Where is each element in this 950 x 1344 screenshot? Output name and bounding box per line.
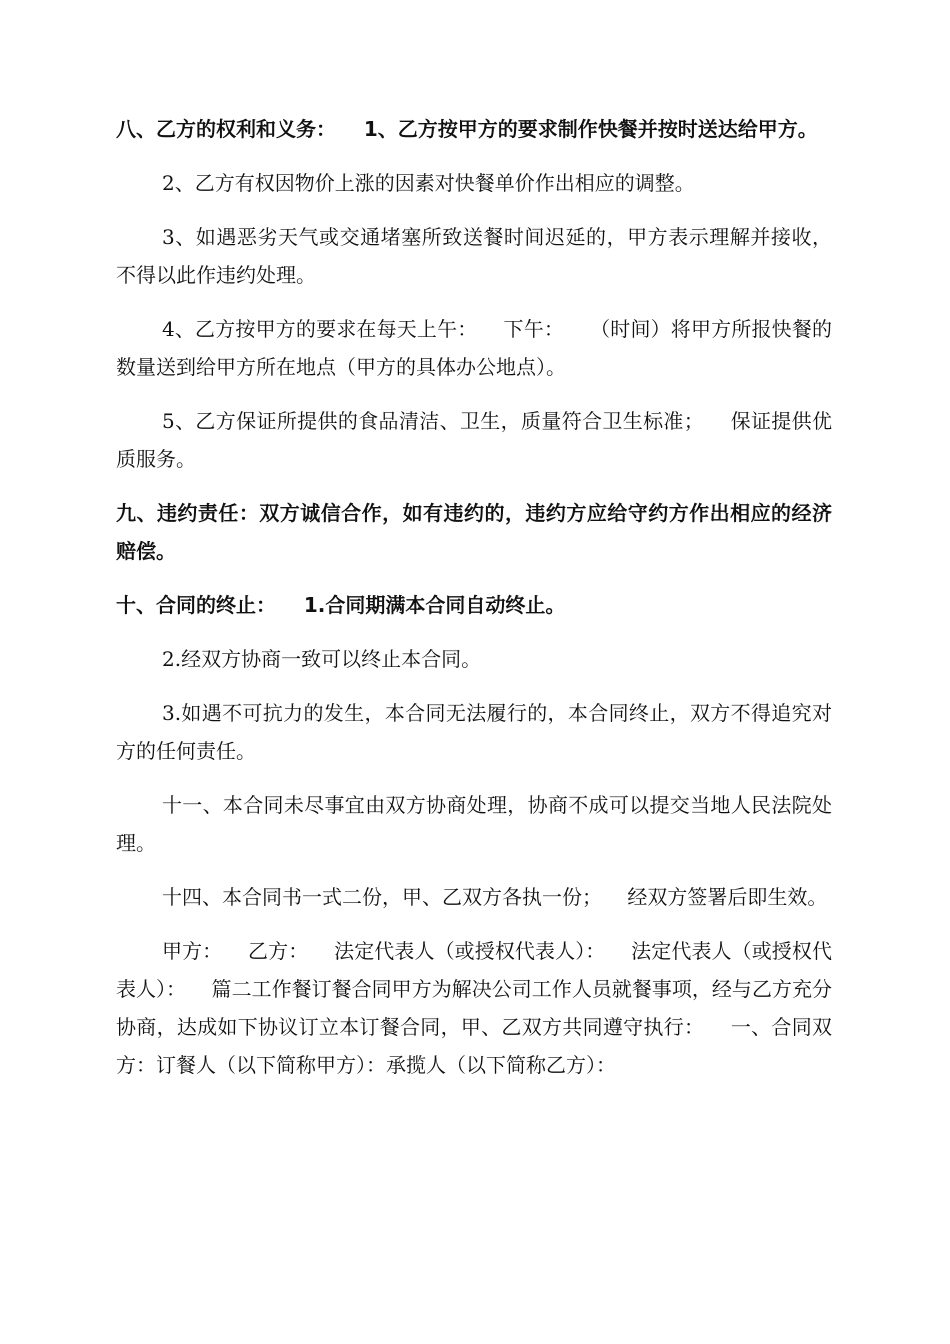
section-10-heading: 十、合同的终止： 1.合同期满本合同自动终止。: [116, 593, 566, 617]
section-9-heading: 九、违约责任：双方诚信合作，如有违约的，违约方应给守约方作出相应的经济赔偿。: [116, 501, 832, 563]
signature-and-part-two-paragraph: 甲方： 乙方： 法定代表人（或授权代表人）： 法定代表人（或授权代表人）： 篇二工作餐订餐合同甲方为解决公司工作人员就餐事项，经与乙方充分协商，达成如下协议订立本订餐合同，甲、乙双方共同遵守执行： 一、合同双方：订餐人（以下简称甲方）：承揽人（以下简称乙方）：: [116, 939, 832, 1077]
clause-10-2: 2.经双方协商一致可以终止本合同。: [162, 647, 482, 671]
clause-8-5: 5、乙方保证所提供的食品清洁、卫生，质量符合卫生标准； 保证提供优质服务。: [116, 409, 832, 471]
clause-8-4: 4、乙方按甲方的要求在每天上午： 下午： （时间）将甲方所报快餐的数量送到给甲方所在地点（甲方的具体办公地点）。: [116, 317, 832, 379]
section-11-paragraph: 十一、本合同未尽事宜由双方协商处理，协商不成可以提交当地人民法院处理。: [116, 793, 832, 855]
clause-8-2: 2、乙方有权因物价上涨的因素对快餐单价作出相应的调整。: [162, 171, 695, 195]
section-14-paragraph: 十四、本合同书一式二份，甲、乙双方各执一份； 经双方签署后即生效。: [162, 885, 828, 909]
section-8-heading: 八、乙方的权利和义务： 1、乙方按甲方的要求制作快餐并按时送达给甲方。: [116, 117, 818, 141]
clause-8-3: 3、如遇恶劣天气或交通堵塞所致送餐时间迟延的，甲方表示理解并接收，不得以此作违约处理。: [116, 225, 832, 287]
clause-10-3: 3.如遇不可抗力的发生，本合同无法履行的，本合同终止，双方不得追究对方的任何责任。: [116, 701, 832, 763]
